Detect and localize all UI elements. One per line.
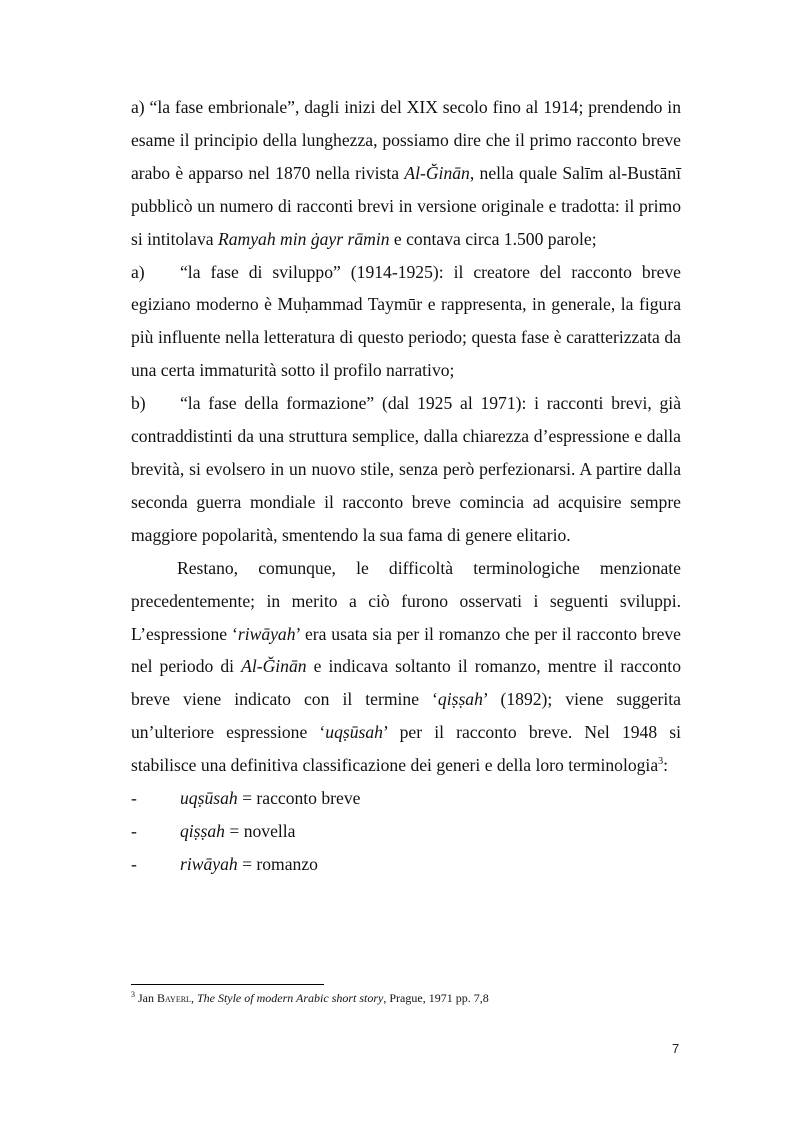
- list-definition: = novella: [224, 820, 296, 841]
- paragraph-phase-formation: [131, 387, 681, 552]
- list-label: a): [131, 261, 145, 282]
- italic-term: uqṣūsah: [180, 788, 238, 809]
- italic-term: Al-Ğinān: [241, 656, 307, 677]
- text-run: “la fase della formazione” (dal 1925 al 1971): i racconti brevi, già contraddistinti da una struttura semplice, dalla chiarezza d’espressione e dalla brevità, si evolsero in un nuovo stile, senza però perfezionarsi. A partire dalla seconda guerra mondiale il racconto breve comincia ad acquisire sempre maggiore popolarità, smentendo la sua fama di genere elitario.: [131, 393, 681, 545]
- body-text: [131, 91, 681, 881]
- list-item: [131, 848, 681, 881]
- text-run: ’ era usata sia per il romanzo che per il racconto breve nel periodo di: [131, 623, 681, 677]
- italic-term: Al-Ğinān: [404, 162, 470, 183]
- list-entry: [180, 782, 360, 815]
- list-dash: -: [131, 788, 137, 809]
- list-item: [131, 815, 681, 848]
- paragraph-phase-development: [131, 256, 681, 388]
- list-label: b): [131, 393, 146, 414]
- text-run: , nella quale Salīm al-Bustānī pubblicò un numero di racconti brevi in versione originale e tradotta: il primo si intitolava: [131, 162, 681, 249]
- italic-term: qiṣṣah: [437, 689, 483, 710]
- footnote-ref[interactable]: 3: [658, 756, 664, 768]
- list-item: [131, 782, 681, 815]
- footnote: [131, 990, 681, 1006]
- italic-term: uqṣūsah: [325, 722, 383, 743]
- text-run: , Prague, 1971 pp. 7,8: [383, 991, 489, 1005]
- text-run: Restano, comunque, le difficoltà terminologiche menzionate precedentemente; in merito a ciò furono osservati i seguenti sviluppi. L’espressione ‘: [131, 557, 681, 644]
- paragraph-phase-embryonic: [131, 91, 681, 256]
- text-run: e contava circa 1.500 parole;: [389, 228, 597, 249]
- text-run: :: [663, 755, 669, 776]
- text-run: “la fase di sviluppo” (1914-1925): il creatore del racconto breve egiziano moderno è Muḥammad Taymūr e rappresenta, in generale, la figura più influente nella letteratura di questo periodo; questa fase è caratterizzata da una certa immaturità sotto il profilo narrativo;: [131, 261, 681, 381]
- text-run: a) “la fase embrionale”, dagli inizi del XIX secolo fino al 1914; prendendo in esame il principio della lunghezza, possiamo dire che il primo racconto breve arabo è apparso nel 1870 nella rivista: [131, 97, 681, 183]
- footnote-number: 3: [131, 990, 135, 999]
- text-run: ’ (1892); viene suggerita un’ulteriore espressione ‘: [131, 689, 681, 743]
- text-run: e indicava soltanto il romanzo, mentre il racconto breve viene indicato con il termine ‘: [131, 656, 681, 710]
- list-definition: = racconto breve: [237, 788, 361, 809]
- text-run: Jan: [135, 991, 157, 1005]
- list-dash: -: [131, 853, 137, 874]
- footnote-author: Bayerl: [157, 991, 191, 1005]
- paragraph-terminology: [131, 552, 681, 782]
- list-dash: -: [131, 820, 137, 841]
- italic-term: riwāyah: [237, 623, 296, 644]
- footnote-title: The Style of modern Arabic short story: [196, 991, 384, 1005]
- italic-term: riwāyah: [180, 853, 238, 874]
- list-entry: [180, 815, 296, 848]
- footnote-separator: [131, 984, 324, 985]
- page-number: 7: [672, 1041, 680, 1056]
- list-entry: [180, 848, 318, 881]
- italic-term: qiṣṣah: [180, 820, 225, 841]
- text-run: ,: [190, 991, 197, 1005]
- list-definition: = romanzo: [237, 853, 318, 874]
- italic-title: Ramyah min ġayr rāmin: [217, 228, 390, 249]
- text-run: ’ per il racconto breve. Nel 1948 si stabilisce una definitiva classificazione dei generi e della loro terminologia: [131, 722, 681, 776]
